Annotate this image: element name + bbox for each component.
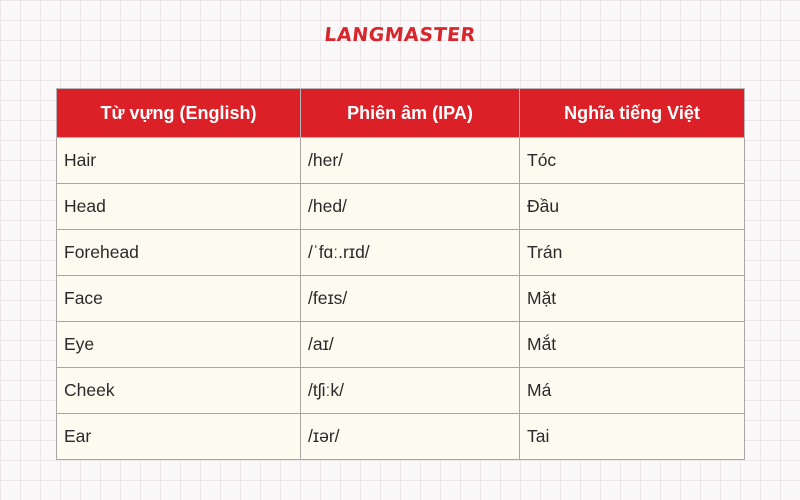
ipa-cell: /aɪ/	[301, 322, 520, 368]
english-word-cell: Ear	[57, 414, 301, 460]
ipa-cell: /tʃiːk/	[301, 368, 520, 414]
english-word-cell: Face	[57, 276, 301, 322]
vietnamese-meaning-cell: Trán	[520, 230, 745, 276]
table-row	[57, 230, 745, 276]
table-header-row	[57, 89, 745, 138]
vocabulary-table	[56, 88, 745, 460]
ipa-cell: /ɪər/	[301, 414, 520, 460]
header-vietnamese-meaning: Nghĩa tiếng Việt	[520, 89, 745, 138]
table-row	[57, 184, 745, 230]
english-word-cell: Forehead	[57, 230, 301, 276]
vietnamese-meaning-cell: Má	[520, 368, 745, 414]
ipa-cell: /ˈfɑː.rɪd/	[301, 230, 520, 276]
english-word-cell: Hair	[57, 138, 301, 184]
table-row	[57, 368, 745, 414]
table-row	[57, 138, 745, 184]
vietnamese-meaning-cell: Đầu	[520, 184, 745, 230]
table-row	[57, 414, 745, 460]
vietnamese-meaning-cell: Tóc	[520, 138, 745, 184]
ipa-cell: /her/	[301, 138, 520, 184]
header-ipa: Phiên âm (IPA)	[301, 89, 520, 138]
table-row	[57, 276, 745, 322]
vietnamese-meaning-cell: Mắt	[520, 322, 745, 368]
english-word-cell: Head	[57, 184, 301, 230]
vietnamese-meaning-cell: Tai	[520, 414, 745, 460]
ipa-cell: /hed/	[301, 184, 520, 230]
english-word-cell: Eye	[57, 322, 301, 368]
vietnamese-meaning-cell: Mặt	[520, 276, 745, 322]
ipa-cell: /feɪs/	[301, 276, 520, 322]
table-row	[57, 322, 745, 368]
header-english-word: Từ vựng (English)	[57, 89, 301, 138]
langmaster-logo: LANGMASTER	[323, 24, 477, 46]
english-word-cell: Cheek	[57, 368, 301, 414]
